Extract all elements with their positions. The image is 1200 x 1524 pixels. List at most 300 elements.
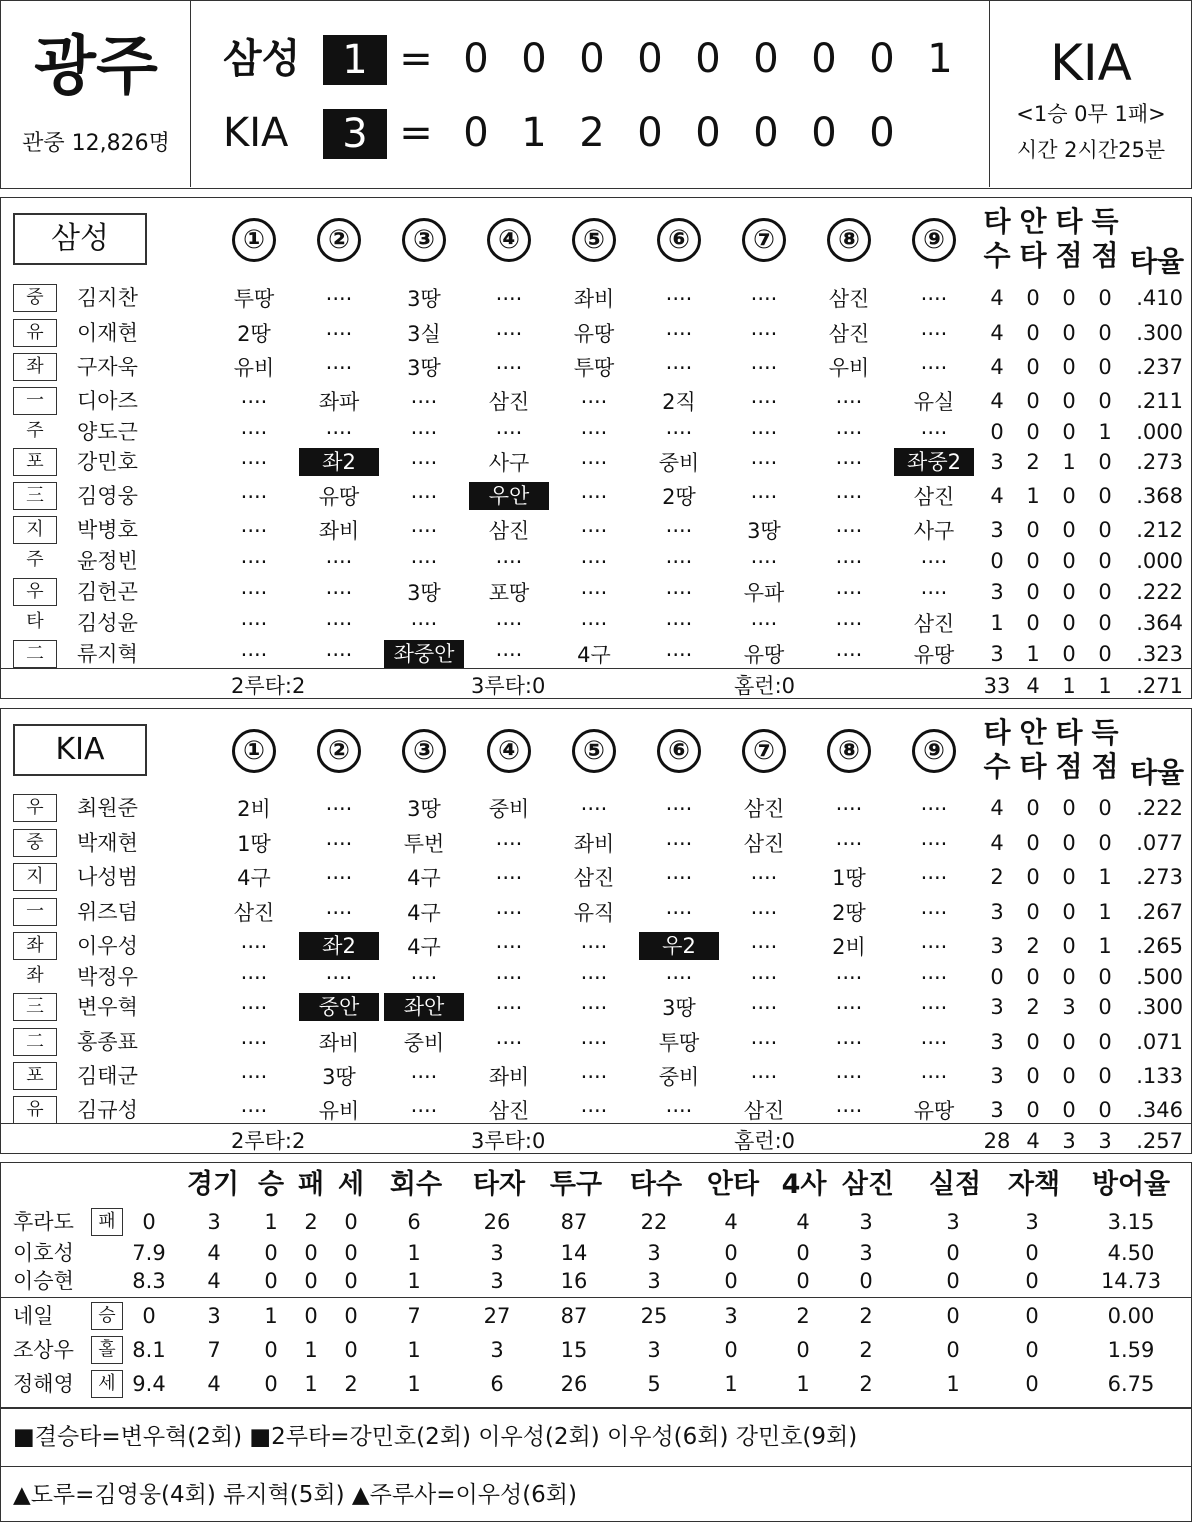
pitching-stat: 0 [946, 1338, 960, 1362]
pitching-header-2: 패 [297, 1169, 325, 1200]
at-bat-result: 우비 [828, 356, 870, 380]
home-inning-3-score: 2 [579, 110, 605, 156]
stat-h: 0 [1026, 518, 1040, 542]
stat-h: 0 [1026, 1098, 1040, 1122]
at-bat-result: ···· [580, 451, 608, 475]
pitching-stat: 3 [490, 1241, 504, 1265]
pitching-header-4: 회수 [389, 1169, 443, 1200]
at-bat-result: ···· [580, 612, 608, 636]
stat-h: 0 [1026, 865, 1040, 889]
pitcher-name: 후라도 [13, 1210, 74, 1234]
pitching-stat: 1 [264, 1304, 278, 1328]
pitching-stat: 1 [304, 1338, 318, 1362]
stat-r: 1 [1098, 420, 1112, 444]
at-bat-result: 유비 [233, 356, 275, 380]
at-bat-result: ···· [920, 966, 948, 990]
stat-ab: 3 [990, 580, 1004, 604]
col-header-rbi-top: 타 [1055, 205, 1083, 238]
away-inning-6-score: 0 [753, 36, 779, 82]
stat-rbi: 0 [1062, 865, 1076, 889]
at-bat-result: ···· [495, 356, 523, 380]
stat-r: 0 [1098, 995, 1112, 1019]
inning-header-3: ③ [402, 218, 446, 262]
totals-divider [1, 668, 1191, 669]
notes-line-1: ■결승타=변우혁(2회) ■2루타=강민호(2회) 이우성(2회) 이우성(6회) 강민호(9회) [13, 1424, 858, 1450]
at-bat-result: ···· [750, 612, 778, 636]
at-bat-result: ···· [240, 612, 268, 636]
pitching-stat: 26 [483, 1210, 511, 1234]
inning-header-3: ③ [402, 729, 446, 773]
player-name: 박재현 [77, 831, 138, 855]
home-inning-8-score: 0 [869, 110, 895, 156]
entry-inning: 7.9 [132, 1241, 166, 1265]
home-inning-7-score: 0 [811, 110, 837, 156]
col-header-r-top: 득 [1091, 205, 1119, 238]
pitching-stat: 1 [407, 1372, 421, 1396]
pitching-stat: 0 [344, 1210, 358, 1234]
at-bat-result: ···· [835, 797, 863, 821]
away-score: 1 [323, 35, 387, 85]
stat-r: 0 [1098, 389, 1112, 413]
result-cell [989, 1, 1191, 187]
at-bat-result: ···· [240, 550, 268, 574]
pitcher-name: 네일 [13, 1304, 54, 1328]
stat-avg: .368 [1136, 484, 1183, 508]
at-bat-result: 유땅 [913, 1099, 955, 1123]
at-bat-result: 좌안 [384, 993, 464, 1021]
stat-h: 1 [1026, 484, 1040, 508]
at-bat-result: ···· [835, 1099, 863, 1123]
stat-rbi: 0 [1062, 831, 1076, 855]
pitching-stat: 26 [560, 1372, 588, 1396]
team-label: KIA [13, 724, 147, 776]
position-badge: 좌 [26, 965, 44, 986]
pitching-stat: 1 [724, 1372, 738, 1396]
at-bat-result: ···· [325, 322, 353, 346]
stat-h: 0 [1026, 1030, 1040, 1054]
player-name: 나성범 [77, 865, 138, 889]
at-bat-result: ···· [495, 866, 523, 890]
stat-avg: .300 [1136, 321, 1183, 345]
notes-line-2: ▲도루=김영웅(4회) 류지혁(5회) ▲주루사=이우성(6회) [13, 1482, 577, 1508]
team-label: 삼성 [13, 213, 147, 265]
position-badge: 중 [13, 829, 57, 857]
stat-rbi: 0 [1062, 1098, 1076, 1122]
away-inning-4-score: 0 [637, 36, 663, 82]
at-bat-result: ···· [240, 996, 268, 1020]
stat-ab: 4 [990, 484, 1004, 508]
at-bat-result: 좌비 [573, 832, 615, 856]
at-bat-result: 삼진 [743, 1099, 785, 1123]
pitching-stat: 6 [407, 1210, 421, 1234]
pitching-header-5: 타자 [472, 1169, 526, 1200]
at-bat-result: ···· [665, 643, 693, 667]
stat-ab: 2 [990, 865, 1004, 889]
at-bat-result: 2비 [832, 935, 866, 959]
at-bat-result: 1땅 [832, 866, 866, 890]
at-bat-result: ···· [240, 421, 268, 445]
at-bat-result: ···· [750, 935, 778, 959]
pitching-stat: 7 [207, 1338, 221, 1362]
at-bat-result: 좌2 [299, 448, 379, 476]
stat-r: 0 [1098, 450, 1112, 474]
stat-r: 0 [1098, 484, 1112, 508]
at-bat-result: ···· [920, 935, 948, 959]
position-badge: 유 [13, 1096, 57, 1124]
stat-avg: .237 [1136, 355, 1183, 379]
stat-r: 0 [1098, 831, 1112, 855]
position-badge: 중 [13, 284, 57, 312]
position-badge: 지 [13, 863, 57, 891]
position-badge: 우 [13, 794, 57, 822]
stat-rbi: 0 [1062, 286, 1076, 310]
at-bat-result: ···· [240, 966, 268, 990]
stat-avg: .212 [1136, 518, 1183, 542]
pitching-stat: 1.59 [1107, 1338, 1155, 1362]
at-bat-result: ···· [835, 581, 863, 605]
away-inning-7-score: 0 [811, 36, 837, 82]
total-rbi: 3 [1062, 1129, 1076, 1153]
at-bat-result: ···· [750, 1031, 778, 1055]
pitching-stat: 4 [724, 1210, 738, 1234]
pitching-stat: 0 [796, 1338, 810, 1362]
at-bat-result: ···· [580, 996, 608, 1020]
player-name: 김태군 [77, 1064, 138, 1088]
entry-inning: 0 [142, 1210, 156, 1234]
pitching-stat: 1 [407, 1338, 421, 1362]
at-bat-result: ···· [835, 643, 863, 667]
at-bat-result: 3땅 [662, 996, 696, 1020]
at-bat-result: ···· [750, 287, 778, 311]
stat-avg: .410 [1136, 286, 1183, 310]
at-bat-result: 2땅 [662, 485, 696, 509]
pitching-stat: 0 [264, 1241, 278, 1265]
at-bat-result: ···· [410, 550, 438, 574]
player-name: 김규성 [77, 1098, 138, 1122]
at-bat-result: ···· [835, 1031, 863, 1055]
pitching-stat: 14.73 [1100, 1269, 1162, 1293]
player-name: 최원준 [77, 796, 138, 820]
inning-header-9: ⑨ [912, 218, 956, 262]
stat-ab: 4 [990, 355, 1004, 379]
at-bat-result: ···· [665, 581, 693, 605]
pitching-stat: 0 [1025, 1269, 1039, 1293]
pitching-stat: 0.00 [1107, 1304, 1155, 1328]
inning-header-8: ⑧ [827, 729, 871, 773]
pitcher-name: 조상우 [13, 1338, 74, 1362]
stat-r: 0 [1098, 642, 1112, 666]
stat-rbi: 0 [1062, 580, 1076, 604]
total-r: 1 [1098, 674, 1112, 698]
player-name: 윤정빈 [77, 549, 138, 573]
at-bat-result: 삼진 [913, 485, 955, 509]
at-bat-result: 삼진 [828, 287, 870, 311]
venue-cell [1, 1, 191, 187]
at-bat-result: ···· [920, 996, 948, 1020]
homers-total: 홈런:0 [734, 1129, 796, 1153]
stat-h: 0 [1026, 321, 1040, 345]
pitching-stat: 0 [796, 1241, 810, 1265]
at-bat-result: ···· [325, 612, 353, 636]
stat-r: 0 [1098, 965, 1112, 989]
at-bat-result: 우파 [743, 581, 785, 605]
at-bat-result: 3땅 [407, 356, 441, 380]
col-header-ab-bottom: 수 [983, 750, 1011, 783]
stat-h: 0 [1026, 355, 1040, 379]
pitching-stat: 2 [344, 1372, 358, 1396]
at-bat-result: ···· [240, 581, 268, 605]
at-bat-result: ···· [325, 421, 353, 445]
at-bat-result: ···· [665, 797, 693, 821]
stat-h: 0 [1026, 900, 1040, 924]
homers-total: 홈런:0 [734, 674, 796, 698]
pitching-stat: 3 [647, 1338, 661, 1362]
inning-header-1: ① [232, 218, 276, 262]
player-name: 김성윤 [77, 611, 138, 635]
stat-h: 0 [1026, 420, 1040, 444]
at-bat-result: ···· [495, 643, 523, 667]
series-record: <1승 0무 1패> [1016, 102, 1166, 126]
at-bat-result: ···· [240, 390, 268, 414]
inning-header-6: ⑥ [657, 729, 701, 773]
col-header-ab-bottom: 수 [983, 239, 1011, 272]
at-bat-result: ···· [750, 390, 778, 414]
at-bat-result: ···· [750, 1065, 778, 1089]
at-bat-result: ···· [410, 966, 438, 990]
col-header-rbi-top: 타 [1055, 716, 1083, 749]
at-bat-result: 좌2 [299, 932, 379, 960]
stat-rbi: 1 [1062, 450, 1076, 474]
stat-rbi: 0 [1062, 934, 1076, 958]
stat-r: 0 [1098, 580, 1112, 604]
player-name: 양도근 [77, 420, 138, 444]
player-name: 박병호 [77, 518, 138, 542]
at-bat-result: 4구 [577, 643, 611, 667]
stat-ab: 4 [990, 831, 1004, 855]
pitching-stat: 4 [207, 1269, 221, 1293]
decision-badge: 승 [91, 1302, 123, 1330]
total-h: 4 [1026, 1129, 1040, 1153]
at-bat-result: ···· [920, 581, 948, 605]
player-name: 류지혁 [77, 642, 138, 666]
stat-ab: 0 [990, 965, 1004, 989]
pitching-stat: 1 [407, 1269, 421, 1293]
pitcher-name: 정해영 [13, 1372, 74, 1396]
at-bat-result: 중비 [658, 1065, 700, 1089]
at-bat-result: ···· [410, 485, 438, 509]
inning-header-2: ② [317, 218, 361, 262]
at-bat-result: 투땅 [658, 1031, 700, 1055]
at-bat-result: ···· [240, 935, 268, 959]
at-bat-result: 유직 [573, 901, 615, 925]
pitching-header-6: 투구 [549, 1169, 603, 1200]
player-name: 구자욱 [77, 355, 138, 379]
pitching-stat: 0 [724, 1269, 738, 1293]
at-bat-result: ···· [240, 451, 268, 475]
at-bat-result: 좌비 [318, 1031, 360, 1055]
at-bat-result: ···· [665, 356, 693, 380]
notes-box [0, 1408, 1192, 1522]
at-bat-result: 좌비 [488, 1065, 530, 1089]
equals-sign: = [399, 110, 433, 156]
entry-inning: 0 [142, 1304, 156, 1328]
stat-rbi: 0 [1062, 965, 1076, 989]
away-inning-5-score: 0 [695, 36, 721, 82]
at-bat-result: ···· [835, 966, 863, 990]
pitching-stat: 0 [304, 1304, 318, 1328]
stat-avg: .273 [1136, 865, 1183, 889]
inning-header-4: ④ [487, 218, 531, 262]
at-bat-result: ···· [240, 1065, 268, 1089]
stat-ab: 0 [990, 420, 1004, 444]
player-name: 이재현 [77, 321, 138, 345]
stat-avg: .323 [1136, 642, 1183, 666]
at-bat-result: ···· [835, 451, 863, 475]
stat-ab: 0 [990, 549, 1004, 573]
at-bat-result: ···· [920, 866, 948, 890]
at-bat-result: 좌중안 [384, 640, 464, 668]
stat-h: 0 [1026, 286, 1040, 310]
player-name: 김영웅 [77, 484, 138, 508]
at-bat-result: ···· [665, 832, 693, 856]
stat-rbi: 0 [1062, 796, 1076, 820]
at-bat-result: ···· [665, 966, 693, 990]
pitching-stat: 0 [304, 1269, 318, 1293]
at-bat-result: ···· [325, 901, 353, 925]
pitching-stat: 27 [483, 1304, 511, 1328]
pitching-stat: 16 [560, 1269, 588, 1293]
pitching-stat: 3 [207, 1210, 221, 1234]
at-bat-result: ···· [410, 519, 438, 543]
home-inning-1-score: 0 [463, 110, 489, 156]
stat-r: 0 [1098, 518, 1112, 542]
pitching-stat: 7 [407, 1304, 421, 1328]
total-avg: .257 [1136, 1129, 1183, 1153]
at-bat-result: ···· [325, 832, 353, 856]
at-bat-result: ···· [835, 390, 863, 414]
stat-avg: .273 [1136, 450, 1183, 474]
at-bat-result: 4구 [237, 866, 271, 890]
pitching-stat: 3 [207, 1304, 221, 1328]
pitching-stat: 3 [859, 1241, 873, 1265]
player-name: 변우혁 [77, 995, 138, 1019]
position-badge: 주 [26, 549, 44, 570]
at-bat-result: ···· [240, 643, 268, 667]
entry-inning: 8.3 [132, 1269, 166, 1293]
stat-rbi: 0 [1062, 1064, 1076, 1088]
stat-avg: .133 [1136, 1064, 1183, 1088]
pitching-stat: 4 [796, 1210, 810, 1234]
notes-divider [1, 1466, 1191, 1467]
at-bat-result: ···· [580, 1099, 608, 1123]
col-header-r-bottom: 점 [1091, 239, 1119, 272]
pitching-stat: 0 [946, 1304, 960, 1328]
at-bat-result: ···· [410, 612, 438, 636]
position-badge: 지 [13, 516, 57, 544]
inning-header-5: ⑤ [572, 729, 616, 773]
stat-h: 0 [1026, 611, 1040, 635]
at-bat-result: 유땅 [573, 322, 615, 346]
at-bat-result: 2땅 [832, 901, 866, 925]
position-badge: 一 [13, 387, 57, 415]
stat-r: 1 [1098, 934, 1112, 958]
position-badge: 포 [13, 1062, 57, 1090]
pitching-stat: 3 [490, 1338, 504, 1362]
position-badge: 좌 [13, 932, 57, 960]
position-badge: 一 [13, 898, 57, 926]
at-bat-result: ···· [580, 1065, 608, 1089]
stat-avg: .071 [1136, 1030, 1183, 1054]
stat-h: 0 [1026, 549, 1040, 573]
pitching-stat: 0 [1025, 1304, 1039, 1328]
stat-rbi: 0 [1062, 484, 1076, 508]
stat-rbi: 0 [1062, 321, 1076, 345]
at-bat-result: ···· [580, 797, 608, 821]
player-name: 김헌곤 [77, 580, 138, 604]
stat-r: 0 [1098, 355, 1112, 379]
pitching-stat: 3 [724, 1304, 738, 1328]
pitching-stat: 22 [640, 1210, 668, 1234]
stat-ab: 4 [990, 321, 1004, 345]
pitching-stat: 3 [490, 1269, 504, 1293]
col-header-rbi-bottom: 점 [1055, 239, 1083, 272]
winner-team: KIA [1050, 34, 1132, 92]
pitching-stat: 0 [1025, 1338, 1039, 1362]
player-name: 이우성 [77, 934, 138, 958]
at-bat-result: ···· [580, 485, 608, 509]
at-bat-result: ···· [495, 935, 523, 959]
stat-ab: 3 [990, 1030, 1004, 1054]
stat-r: 0 [1098, 796, 1112, 820]
at-bat-result: ···· [920, 287, 948, 311]
position-badge: 二 [13, 640, 57, 668]
col-header-h-top: 안 [1019, 716, 1047, 749]
away-inning-9-score: 1 [927, 36, 953, 82]
stat-rbi: 0 [1062, 355, 1076, 379]
at-bat-result: ···· [580, 1031, 608, 1055]
at-bat-result: ···· [325, 356, 353, 380]
pitching-stat: 87 [560, 1210, 588, 1234]
at-bat-result: ···· [835, 996, 863, 1020]
at-bat-result: ···· [665, 612, 693, 636]
home-inning-6-score: 0 [753, 110, 779, 156]
stat-rbi: 0 [1062, 420, 1076, 444]
pitching-stat: 0 [724, 1241, 738, 1265]
doubles-total: 2루타:2 [231, 674, 306, 698]
pitching-header-7: 타수 [629, 1169, 683, 1200]
at-bat-result: ···· [920, 832, 948, 856]
pitching-stat: 6.75 [1107, 1372, 1155, 1396]
pitching-stat: 1 [407, 1241, 421, 1265]
game-time: 시간 2시간25분 [1016, 138, 1166, 162]
stat-avg: .267 [1136, 900, 1183, 924]
stat-avg: .222 [1136, 796, 1183, 820]
at-bat-result: ···· [325, 643, 353, 667]
at-bat-result: 3땅 [407, 287, 441, 311]
away-inning-1-score: 0 [463, 36, 489, 82]
position-badge: 좌 [13, 353, 57, 381]
at-bat-result: 포땅 [488, 581, 530, 605]
at-bat-result: ···· [835, 1065, 863, 1089]
pitching-header-13: 방어율 [1091, 1169, 1171, 1200]
col-header-ab-top: 타 [983, 205, 1011, 238]
stat-avg: .077 [1136, 831, 1183, 855]
pitching-stat: 4.50 [1107, 1241, 1155, 1265]
stat-ab: 4 [990, 389, 1004, 413]
pitching-stat: 0 [344, 1304, 358, 1328]
scoreboard [0, 0, 1192, 189]
pitching-stat: 3 [859, 1210, 873, 1234]
